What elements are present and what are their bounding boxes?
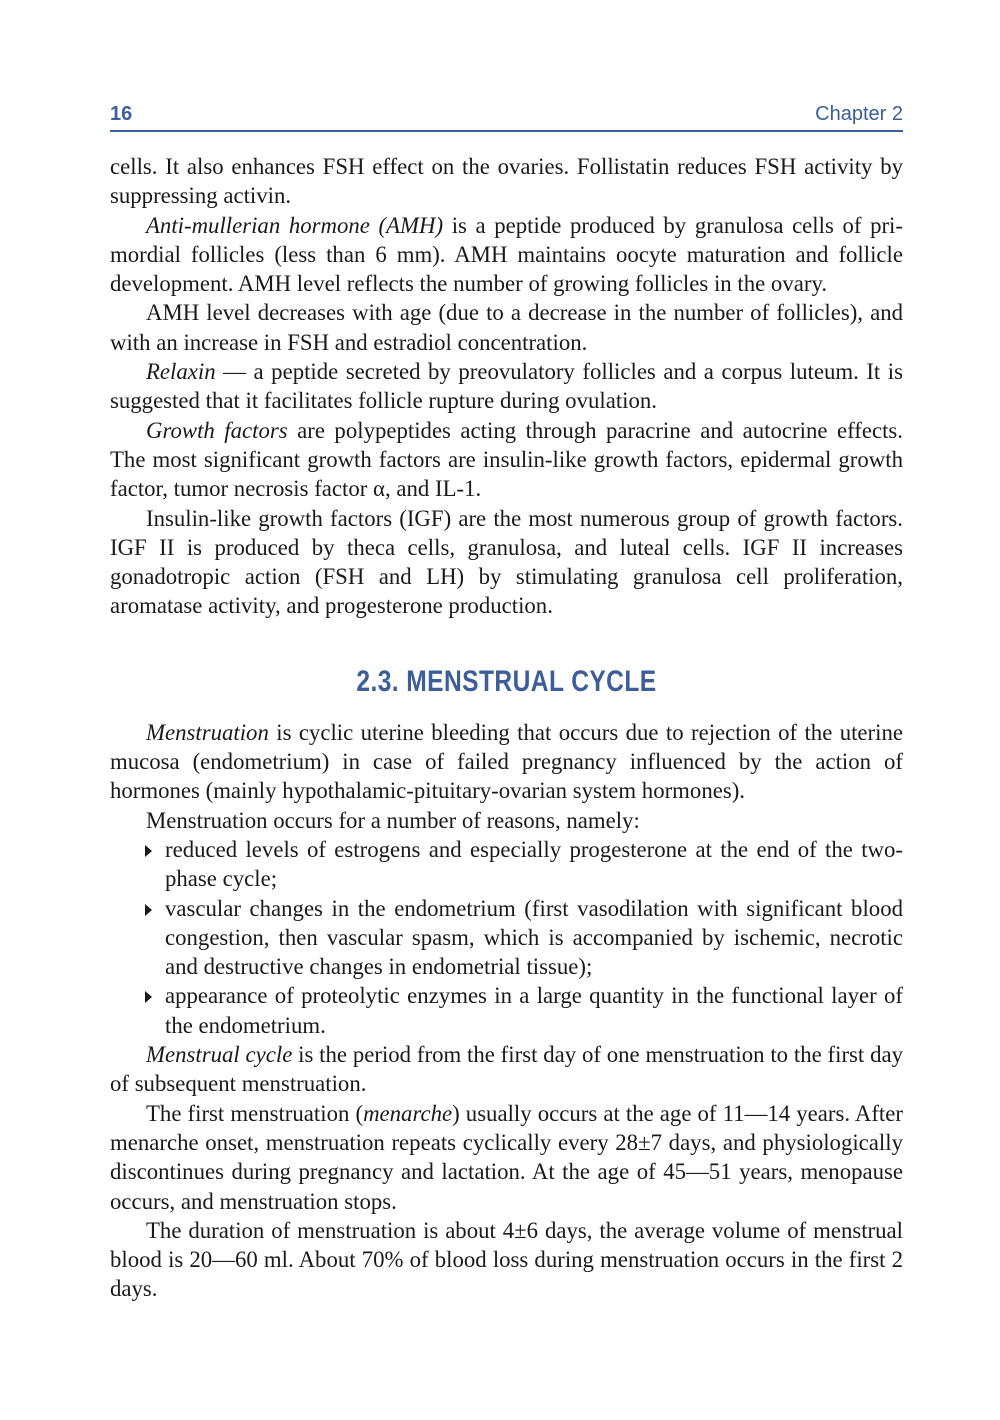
- paragraph-amh: [110, 211, 903, 299]
- paragraph-growth-factors-text: are polypeptides acting through paracrine and autocrine effects. The most significant growth factors are insulin-like growth factors, epidermal growth factor, tumor necrosis factor α, and IL-1.: [110, 417, 903, 502]
- triangle-bullet-icon: [145, 904, 152, 916]
- term-amh: Anti-mullerian hormone (AMH): [146, 212, 444, 238]
- paragraph-menstrual-cycle-text: is the period from the first day of one menstruation to the first day of subsequent menstruation.: [110, 1042, 903, 1097]
- running-header: [110, 100, 903, 132]
- paragraph-menstrual-cycle: [110, 1040, 903, 1099]
- term-growth-factors: Growth factors: [146, 417, 288, 443]
- term-menstruation: Menstruation: [146, 719, 269, 745]
- page-number: 16: [110, 103, 133, 125]
- triangle-bullet-icon: [145, 991, 152, 1003]
- paragraph-menarche: The first menstruation (menarche) usually occurs at the age of 11—14 years. After menarche onset, menstruation repeats cyclically every 28±7 days, and physiologically discontinues during pregnancy and lactation. At the age of 45—51 years, menopause occurs, and menstruation stops.: [110, 1100, 903, 1214]
- term-relaxin: Relaxin: [146, 359, 216, 385]
- paragraph-menstruation: [110, 718, 903, 806]
- paragraph-igf: Insulin-like growth factors (IGF) are the most numerous group of growth factors. IGF II is produced by theca cells, granulosa, and luteal cells. IGF II increases gonadotropic action (FSH and LH) by stimulating granulosa cell proliferation, aromatase activity, and progesterone production.: [110, 505, 903, 619]
- list-item: reduced levels of estrogens and especially progesterone at the end of the two-phase cycle;: [165, 835, 903, 894]
- paragraph-relaxin-text: — a peptide secreted by preovulatory follicles and a corpus luteum. It is suggested that it facilitates follicle rupture during ovulation.: [110, 359, 903, 414]
- paragraph-amh-text: is a peptide produced by granulosa cells of primordial follicles (less than 6 mm). AMH maintains oocyte maturation and follicle development. AMH level reflects the number of growing follicles in the ovary.: [110, 212, 903, 297]
- paragraph-amh-level: AMH level decreases with age (due to a decrease in the number of follicles), and with an increase in FSH and estradiol concentration.: [110, 300, 903, 355]
- list-item: vascular changes in the endometrium (first vasodilation with significant blood congestion, then vascular spasm, which is accompanied by ischemic, necrotic and destructive changes in endometrial tissue);: [165, 894, 903, 982]
- paragraph-menstruation-text: is cyclic uterine bleeding that occurs due to rejection of the uterine mucosa (endometrium) in case of failed pregnancy influenced by the action of hormones (mainly hypothalamic-pituitary-ovarian system hormones).: [110, 719, 903, 804]
- paragraph-relaxin: [110, 357, 903, 416]
- paragraph-reasons-intro: Menstruation occurs for a number of reasons, namely:: [146, 807, 640, 833]
- reasons-list: [110, 835, 903, 1040]
- section-heading: 2.3. MENSTRUAL CYCLE: [356, 664, 657, 698]
- chapter-label: Chapter 2: [815, 103, 903, 125]
- paragraph-duration: The duration of menstruation is about 4±6 days, the average volume of menstrual blood is 20—60 ml. About 70% of blood loss during menstruation occurs in the first 2 days.: [110, 1217, 903, 1302]
- term-menstrual-cycle: Menstrual cycle: [146, 1042, 293, 1068]
- paragraph-menarche-text: ) usually occurs at the age of 11—14 years. After menarche onset, menstruation repeats cyclically every 28±7 days, and physiologically discontinues during pregnancy and lactation. At the age of 45—51 years, menopause occurs, and menstruation stops.: [110, 1100, 903, 1214]
- paragraph-growth-factors: [110, 416, 903, 504]
- paragraph-follistatin: cells. It also enhances FSH effect on the ovaries. Follistatin reduces FSH activity by suppressing activin.: [110, 154, 903, 209]
- page-body: [110, 152, 903, 1304]
- term-menarche: menarche: [363, 1100, 453, 1126]
- list-item: appearance of proteolytic enzymes in a large quantity in the functional layer of the endometrium.: [165, 981, 903, 1040]
- triangle-bullet-icon: [145, 845, 152, 857]
